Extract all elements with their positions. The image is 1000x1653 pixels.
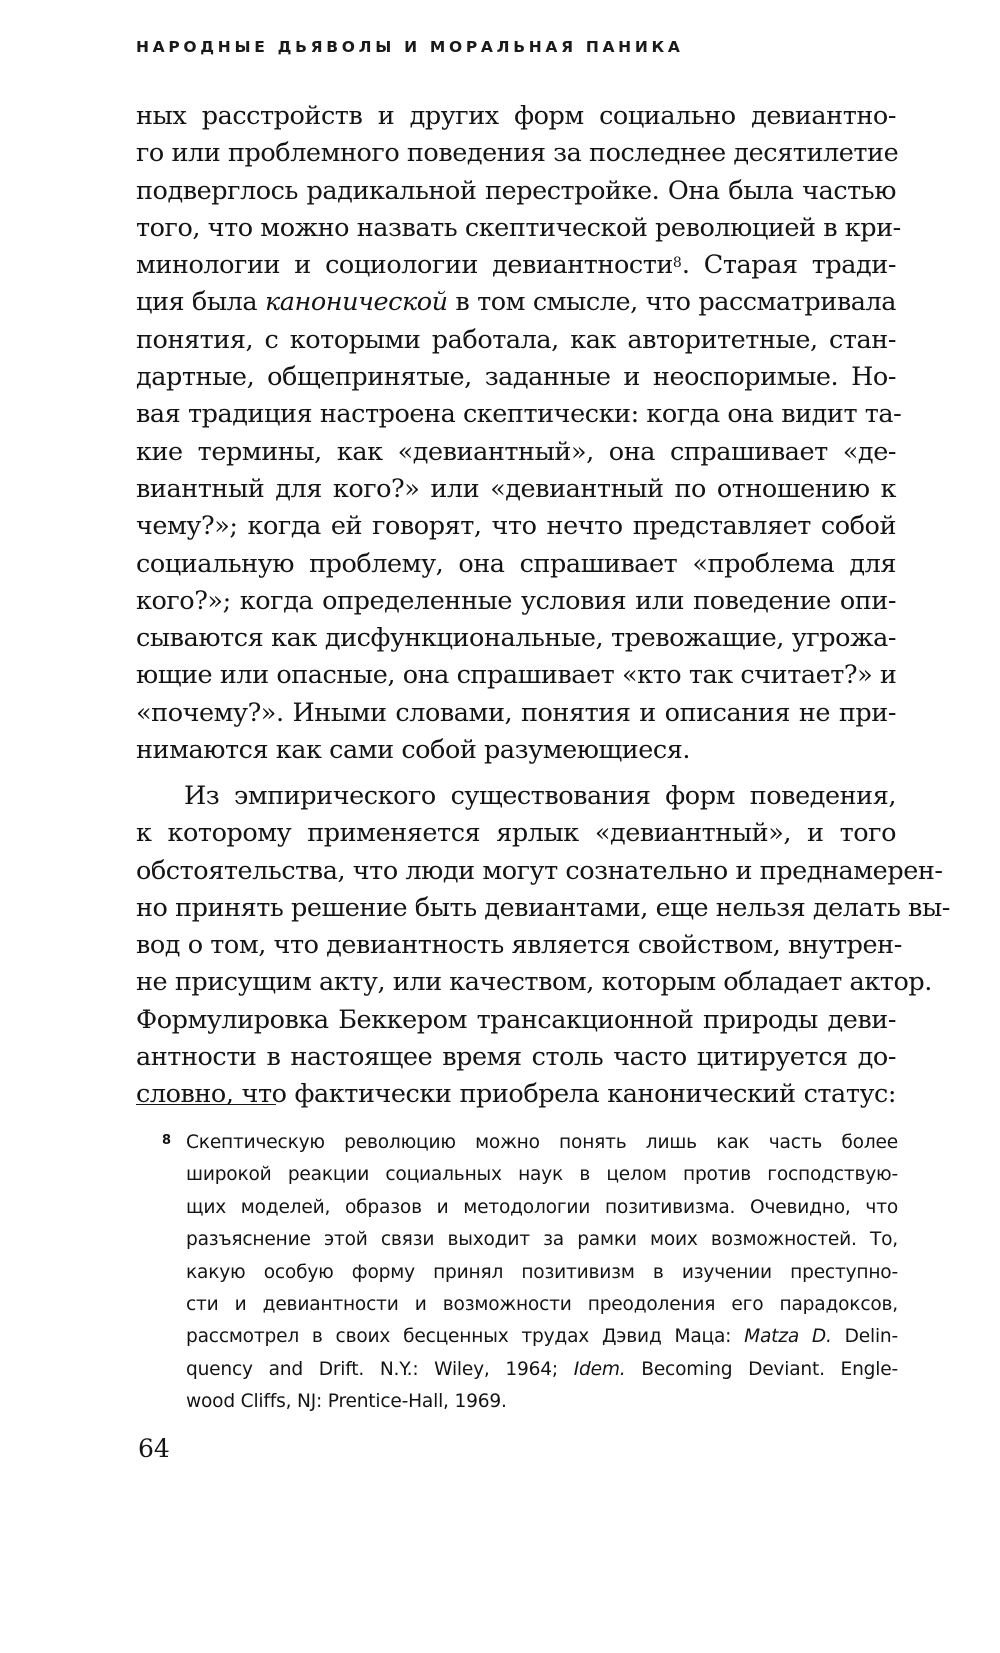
text-line: ных расстройств и других форм социально девиантно- bbox=[136, 101, 896, 131]
footnote-line: Скептическую революцию можно понять лишь как часть более bbox=[186, 1132, 898, 1153]
footnote bbox=[186, 1127, 898, 1419]
text-line: ющие или опасные, она спрашивает «кто так считает?» и bbox=[136, 660, 897, 691]
page-number: 64 bbox=[138, 1434, 170, 1463]
text-line: того, что можно назвать скептической революцией в кри- bbox=[136, 212, 901, 243]
text-line: виантный для кого?» или «девиантный по отношению к bbox=[136, 473, 896, 504]
text-line: «почему?». Иными словами, понятия и описания не при- bbox=[136, 697, 896, 728]
text-line: понятия, с которыми работала, как авторитетные, стан- bbox=[136, 324, 896, 355]
text-line: кого?»; когда определенные условия или поведение опи- bbox=[136, 585, 896, 616]
text-fragment: Delin- bbox=[831, 1326, 899, 1348]
text-line: дартные, общепринятые, заданные и неоспоримые. Но- bbox=[136, 362, 896, 393]
text-line: но принять решение быть девиантами, еще нельзя делать вы- bbox=[136, 892, 950, 923]
text-line: сываются как дисфункциональные, тревожащие, угрожа- bbox=[136, 623, 896, 654]
text-fragment: в том смысле, что рассматривала bbox=[447, 287, 896, 318]
paragraph-1 bbox=[136, 98, 902, 769]
text-line: кие термины, как «девиантный», она спрашивает «де- bbox=[136, 436, 896, 467]
text-line: Из эмпирического существования форм поведения, bbox=[184, 781, 896, 811]
text-line: социальную проблему, она спрашивает «проблема для bbox=[136, 548, 896, 579]
text-line: го или проблемного поведения за последнее десятилетие bbox=[136, 138, 899, 169]
text-line: вод о том, что девиантность является свойством, внутрен- bbox=[136, 930, 902, 961]
footnote-line: широкой реакции социальных наук в целом против господствую- bbox=[186, 1164, 898, 1186]
text-line: не присущим акту, или качеством, которым обладает актор. bbox=[136, 967, 932, 998]
footnote-line: wood Cliffs, NJ: Prentice-Hall, 1969. bbox=[186, 1391, 507, 1413]
footnote-divider bbox=[136, 1104, 276, 1105]
text-line: обстоятельства, что люди могут сознательно и преднамерен- bbox=[136, 855, 943, 886]
text-line: словно, что фактически приобрела канонический статус: bbox=[136, 1079, 896, 1110]
paragraph-2 bbox=[136, 778, 950, 1114]
footnote-line bbox=[186, 1321, 898, 1353]
text-line: чему?»; когда ей говорят, что нечто представляет собой bbox=[136, 511, 896, 542]
text-line: антности в настоящее время столь часто цитируется до- bbox=[136, 1042, 896, 1073]
text-fragment: ция была bbox=[136, 287, 265, 318]
footnote-line: щих моделей, образов и методологии позитивизма. Очевидно, что bbox=[186, 1196, 898, 1218]
text-line: вая традиция настроена скептически: когда она видит та- bbox=[136, 399, 902, 430]
running-head: НАРОДНЫЕ ДЬЯВОЛЫ И МОРАЛЬНАЯ ПАНИКА bbox=[136, 38, 684, 56]
footnote-reference[interactable]: 8 bbox=[672, 255, 682, 272]
footnote-line: разъяснение этой связи выходит за рамки моих возможностей. То, bbox=[186, 1229, 898, 1251]
text-line: нимаются как сами собой разумеющиеся. bbox=[136, 735, 691, 766]
footnote-line bbox=[186, 1354, 898, 1386]
text-line: Формулировка Беккером трансакционной природы деви- bbox=[136, 1004, 896, 1035]
footnote-marker: 8 bbox=[162, 1133, 172, 1148]
italic-term: канонической bbox=[264, 287, 448, 318]
italic-author: Matza D. bbox=[744, 1326, 832, 1348]
text-fragment: quency and Drift. N.Y.: Wiley, 1964; bbox=[186, 1358, 574, 1380]
text-fragment: минологии и социологии девиантности bbox=[136, 250, 673, 281]
footnote-line: какую особую форму принял позитивизм в изучении преступно- bbox=[186, 1261, 898, 1283]
text-line: подверглось радикальной перестройке. Она была частью bbox=[136, 175, 896, 206]
text-line bbox=[136, 284, 896, 321]
text-fragment: Becoming Deviant. Engle- bbox=[625, 1358, 898, 1380]
italic-idem: Idem. bbox=[573, 1358, 626, 1380]
text-line: к которому применяется ярлык «девиантный», и того bbox=[136, 818, 896, 849]
text-line bbox=[136, 247, 896, 284]
footnote-line: сти и девиантности и возможности преодоления его парадоксов, bbox=[186, 1293, 898, 1315]
text-fragment: рассмотрел в своих бесценных трудах Дэвид Маца: bbox=[186, 1326, 745, 1348]
text-fragment: . Старая тради- bbox=[681, 250, 896, 281]
